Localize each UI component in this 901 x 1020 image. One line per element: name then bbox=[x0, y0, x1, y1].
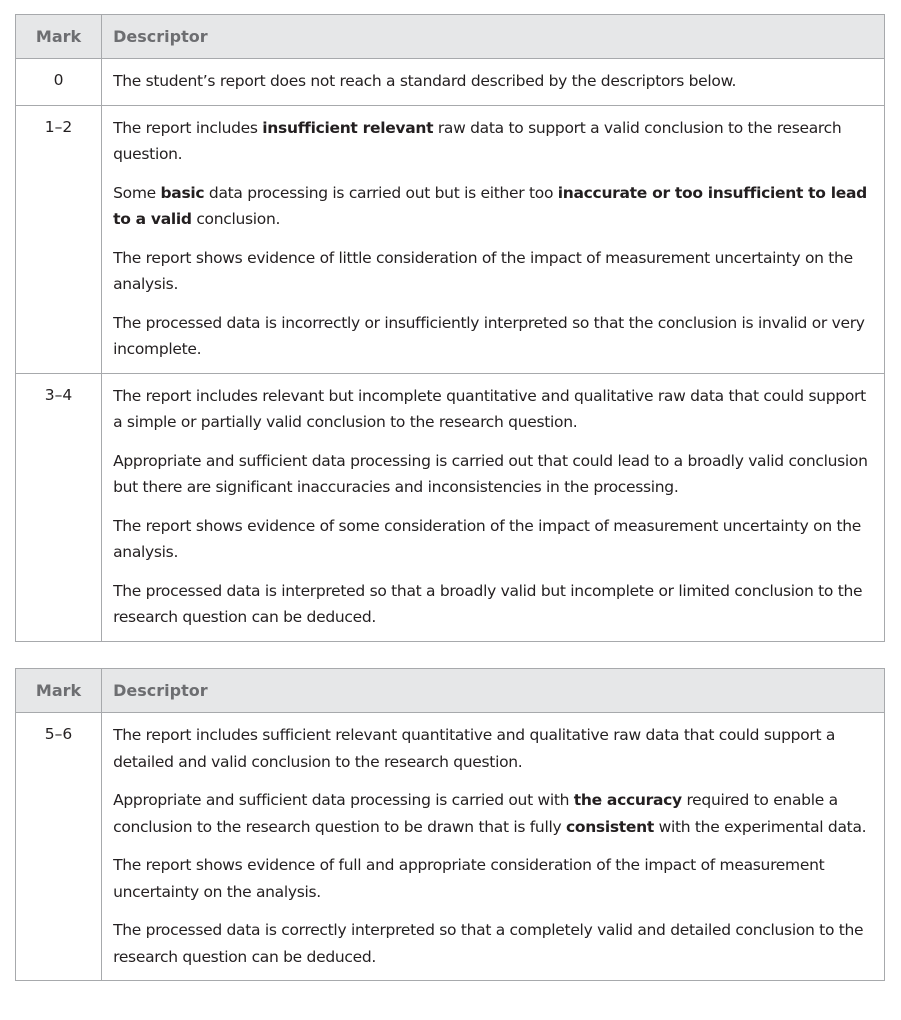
descriptor-paragraph: Appropriate and sufficient data processing is carried out that could lead to a broadly valid conclusion but there are significant inaccuracies and inconsistencies in the processing. bbox=[113, 451, 868, 496]
mark-cell: 5–6 bbox=[16, 713, 102, 981]
table-header-row bbox=[16, 669, 885, 713]
table-row bbox=[16, 59, 885, 106]
descriptor-cell bbox=[102, 373, 885, 641]
descriptor-cell bbox=[102, 59, 885, 106]
descriptor-cell bbox=[102, 713, 885, 981]
descriptor-paragraph: Some basic data processing is carried out but is either too inaccurate or too insufficient to lead to a valid conclusion. bbox=[113, 183, 867, 228]
table-row bbox=[16, 105, 885, 373]
descriptor-paragraph: The processed data is correctly interpreted so that a completely valid and detailed conclusion to the research question can be deduced. bbox=[113, 921, 864, 966]
mark-cell: 0 bbox=[16, 59, 102, 106]
mark-cell: 3–4 bbox=[16, 373, 102, 641]
rubric-table-2 bbox=[15, 668, 885, 981]
rubric-table-1 bbox=[15, 14, 885, 642]
descriptor-paragraph: The student’s report does not reach a standard described by the descriptors below. bbox=[113, 72, 737, 90]
descriptor-paragraph: The processed data is interpreted so that a broadly valid but incomplete or limited conclusion to the research question can be deduced. bbox=[113, 581, 863, 626]
descriptor-paragraph: The report includes relevant but incomplete quantitative and qualitative raw data that could support a simple or partially valid conclusion to the research question. bbox=[113, 386, 866, 431]
descriptor-paragraph: The processed data is incorrectly or insufficiently interpreted so that the conclusion is invalid or very incomplete. bbox=[113, 313, 865, 358]
table-header-row bbox=[16, 15, 885, 59]
bold-emphasis: basic bbox=[160, 183, 205, 202]
descriptor-cell bbox=[102, 105, 885, 373]
mark-cell: 1–2 bbox=[16, 105, 102, 373]
descriptor-paragraph: The report shows evidence of full and appropriate consideration of the impact of measurement uncertainty on the analysis. bbox=[113, 856, 825, 901]
bold-emphasis: the accuracy bbox=[573, 791, 682, 809]
table-row bbox=[16, 373, 885, 641]
descriptor-paragraph: The report shows evidence of little consideration of the impact of measurement uncertainty on the analysis. bbox=[113, 248, 853, 293]
descriptor-paragraph: Appropriate and sufficient data processing is carried out with the accuracy required to enable a conclusion to the research question to be drawn that is fully consistent with the experimental data. bbox=[113, 791, 867, 836]
bold-emphasis: inaccurate or too insufficient to lead to a valid bbox=[113, 183, 867, 228]
descriptor-paragraph: The report includes sufficient relevant quantitative and qualitative raw data that could support a detailed and valid conclusion to the research question. bbox=[113, 726, 836, 771]
descriptor-paragraph: The report shows evidence of some consideration of the impact of measurement uncertainty on the analysis. bbox=[113, 516, 862, 561]
mark-column-header: Mark bbox=[16, 669, 102, 713]
descriptor-column-header: Descriptor bbox=[102, 669, 885, 713]
bold-emphasis: consistent bbox=[565, 817, 654, 836]
bold-emphasis: insufficient relevant bbox=[262, 118, 434, 137]
mark-column-header: Mark bbox=[16, 15, 102, 59]
table-row bbox=[16, 713, 885, 981]
descriptor-column-header: Descriptor bbox=[102, 15, 885, 59]
descriptor-paragraph: The report includes insufficient relevant raw data to support a valid conclusion to the research question. bbox=[113, 118, 842, 163]
